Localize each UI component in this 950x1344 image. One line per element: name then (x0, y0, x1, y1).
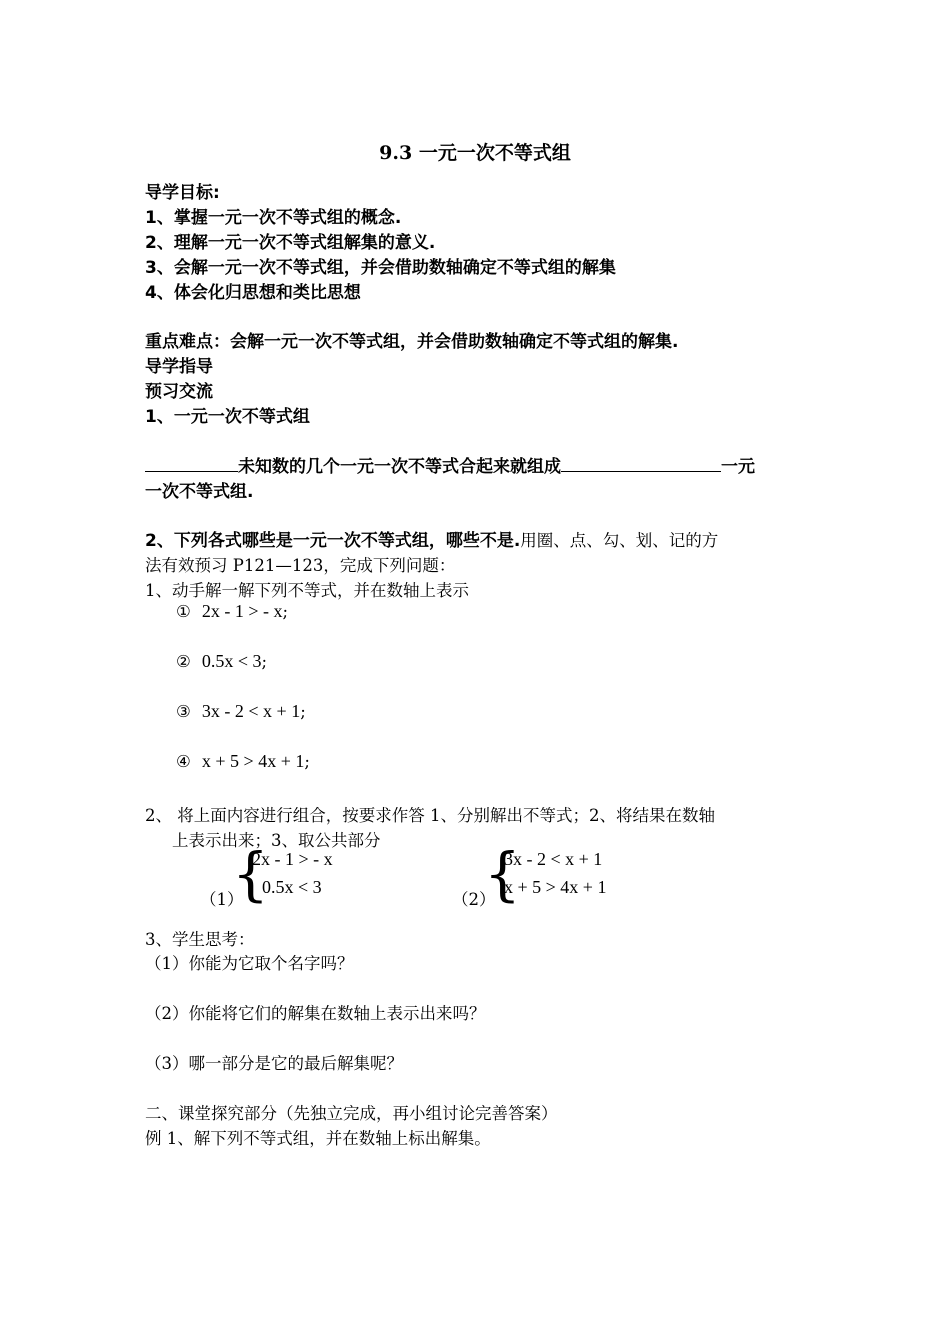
inequality-expr: 3x - 2 < x + 1 (201, 701, 301, 721)
inequality-item: ② 0.5x < 3; (176, 651, 268, 671)
brace-icon: { (484, 840, 521, 908)
fill-end-text: 一元 (721, 457, 755, 477)
inequality-expr: x + 5 > 4x + 1 (201, 751, 305, 771)
system-label: （1） (200, 890, 244, 909)
combine-line2: 上表示出来；3、取公共部分 (172, 831, 381, 850)
page-title: 9.3 一元一次不等式组 (379, 142, 571, 164)
system-equation-bottom: 0.5x < 3 (262, 877, 322, 897)
goal-item: 4、体会化归思想和类比思想 (145, 283, 361, 303)
answer-blank[interactable] (145, 453, 238, 472)
goal-item: 2、理解一元一次不等式组解集的意义. (145, 233, 436, 253)
inequality-item: ③ 3x - 2 < x + 1; (176, 701, 306, 721)
inequality-item: ④ x + 5 > 4x + 1; (176, 751, 310, 771)
section2-line2: 法有效预习 P121—123，完成下列问题： (145, 556, 456, 575)
question-item: （1）你能为它取个名字吗？ (145, 954, 354, 973)
brace-icon: { (232, 840, 269, 908)
section2-bold: 2、下列各式哪些是一元一次不等式组，哪些不是. (145, 531, 521, 551)
system-equation-top: 3x - 2 < x + 1 (504, 849, 603, 869)
inequality-item: ① 2x - 1 > - x; (176, 601, 289, 621)
goal-item: 1、掌握一元一次不等式组的概念. (145, 208, 402, 228)
system-equation-top: 2x - 1 > - x (252, 849, 333, 869)
section1-heading: 1、一元一次不等式组 (145, 407, 310, 427)
answer-blank[interactable] (561, 453, 721, 472)
fill-line2: 一次不等式组. (145, 482, 254, 502)
section2-line1 (145, 526, 718, 551)
goal-item: 3、会解一元一次不等式组，并会借助数轴确定不等式组的解集 (145, 258, 616, 278)
explore-heading: 二、课堂探究部分（先独立完成，再小组讨论完善答案） (145, 1104, 558, 1123)
inequality-expr: 2x - 1 > - x (201, 601, 283, 621)
goals-heading: 导学目标: (145, 183, 220, 203)
question-item: （2）你能将它们的解集在数轴上表示出来吗？ (145, 1004, 486, 1023)
example-text: 例 1、解下列不等式组，并在数轴上标出解集。 (145, 1129, 491, 1148)
fill-in-line (145, 452, 755, 477)
system-label: （2） (452, 890, 496, 909)
system-equation-bottom: x + 5 > 4x + 1 (504, 877, 607, 897)
guide-heading: 导学指导 (145, 357, 213, 377)
inequality-expr: 0.5x < 3 (201, 651, 262, 671)
question-item: （3）哪一部分是它的最后解集呢？ (145, 1054, 403, 1073)
key-points: 重点难点：会解一元一次不等式组，并会借助数轴确定不等式组的解集. (145, 332, 679, 352)
preview-heading: 预习交流 (145, 382, 213, 402)
section2-normal: 用圈、点、勾、划、记的方 (520, 531, 719, 550)
section2-task: 1、动手解一解下列不等式，并在数轴上表示 (145, 581, 469, 600)
section3-heading: 3、学生思考： (145, 930, 255, 949)
fill-middle-text: 未知数的几个一元一次不等式合起来就组成 (238, 457, 561, 477)
combine-line1: 2、 将上面内容进行组合，按要求作答 1、分别解出不等式；2、将结果在数轴 (145, 806, 715, 825)
